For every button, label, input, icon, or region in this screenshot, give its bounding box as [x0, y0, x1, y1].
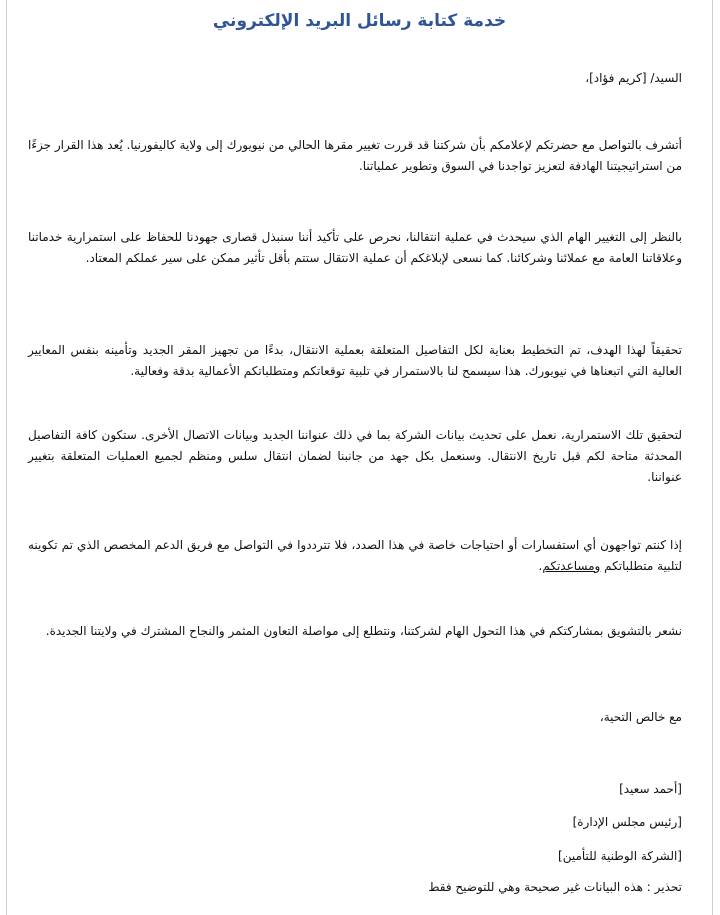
paragraph-6: نشعر بالتشويق بمشاركتكم في هذا التحول الهام لشركتنا، ونتطلع إلى مواصلة التعاون المثمر والنجاح المشترك في ولايتنا الجديدة. — [45, 624, 682, 638]
paragraph-1: أتشرف بالتواصل مع حضرتكم لإعلامكم بأن شركتنا قد قررت تغيير مقرها الحالي من نيويورك إلى ولاية كاليفورنيا. يُعد هذا القرار جزءًا من استراتيجيتنا الهادفة لتعزيز تواجدنا في السوق وتطوير عملياتنا. — [28, 138, 682, 173]
disclaimer-note: تحذير : هذه البيانات غير صحيحة وهي للتوضيح فقط — [428, 880, 682, 894]
signature-name: [أحمد سعيد] — [619, 782, 682, 796]
signature-role: [رئيس مجلس الإدارة] — [572, 815, 682, 829]
closing-line: مع خالص التحية، — [599, 710, 682, 724]
document-title: خدمة كتابة رسائل البريد الإلكتروني — [212, 11, 507, 31]
paragraph-5-underlined-word: ومساعدتكم — [542, 559, 601, 573]
paragraph-4: لتحقيق تلك الاستمرارية، نعمل على تحديث بيانات الشركة بما في ذلك عنواننا الجديد وبيانات الاتصال الأخرى. ستكون كافة التفاصيل المحدثة متاحة لكم قبل تاريخ الانتقال. وسنعمل بكل جهد من جانبنا لضمان انتقال سلس ومنظم لجميع العمليات المتعلقة بتغيير عنواننا. — [28, 428, 682, 484]
salutation: السيد/ [كريم فؤاد]، — [585, 71, 682, 85]
paragraph-5-text: إذا كنتم تواجهون أي استفسارات أو احتياجات خاصة في هذا الصدد، فلا تترددوا في التواصل مع فريق الدعم المخصص الذي تم تكوينه لتلبية متطلباتكم — [28, 538, 682, 573]
paragraph-3: تحقيقاً لهذا الهدف، تم التخطيط بعناية لكل التفاصيل المتعلقة بعملية الانتقال، بدءًا من تجهيز المقر الجديد وتأمينه بنفس المعايير العالية التي اتبعناها في نيويورك. هذا سيسمح لنا بالاستمرار في تلبية توقعاتكم ومتطلباتكم الأعمالية بدقة وفعالية. — [28, 343, 682, 378]
paragraph-5 — [28, 535, 682, 577]
paragraph-5-end: . — [538, 559, 543, 573]
signature-company: [الشركة الوطنية للتأمين] — [558, 849, 682, 863]
paragraph-2: بالنظر إلى التغيير الهام الذي سيحدث في عملية انتقالنا، نحرص على تأكيد أننا سنبذل قصارى جهودنا للحفاظ على استمرارية خدماتنا وعلاقاتنا العامة مع عملائنا وشركائنا. كما نسعى لإبلاغكم أن عملية الانتقال ستتم بأقل تأثير ممكن على سير عملكم المعتاد. — [28, 230, 682, 265]
document-page — [6, 0, 713, 915]
